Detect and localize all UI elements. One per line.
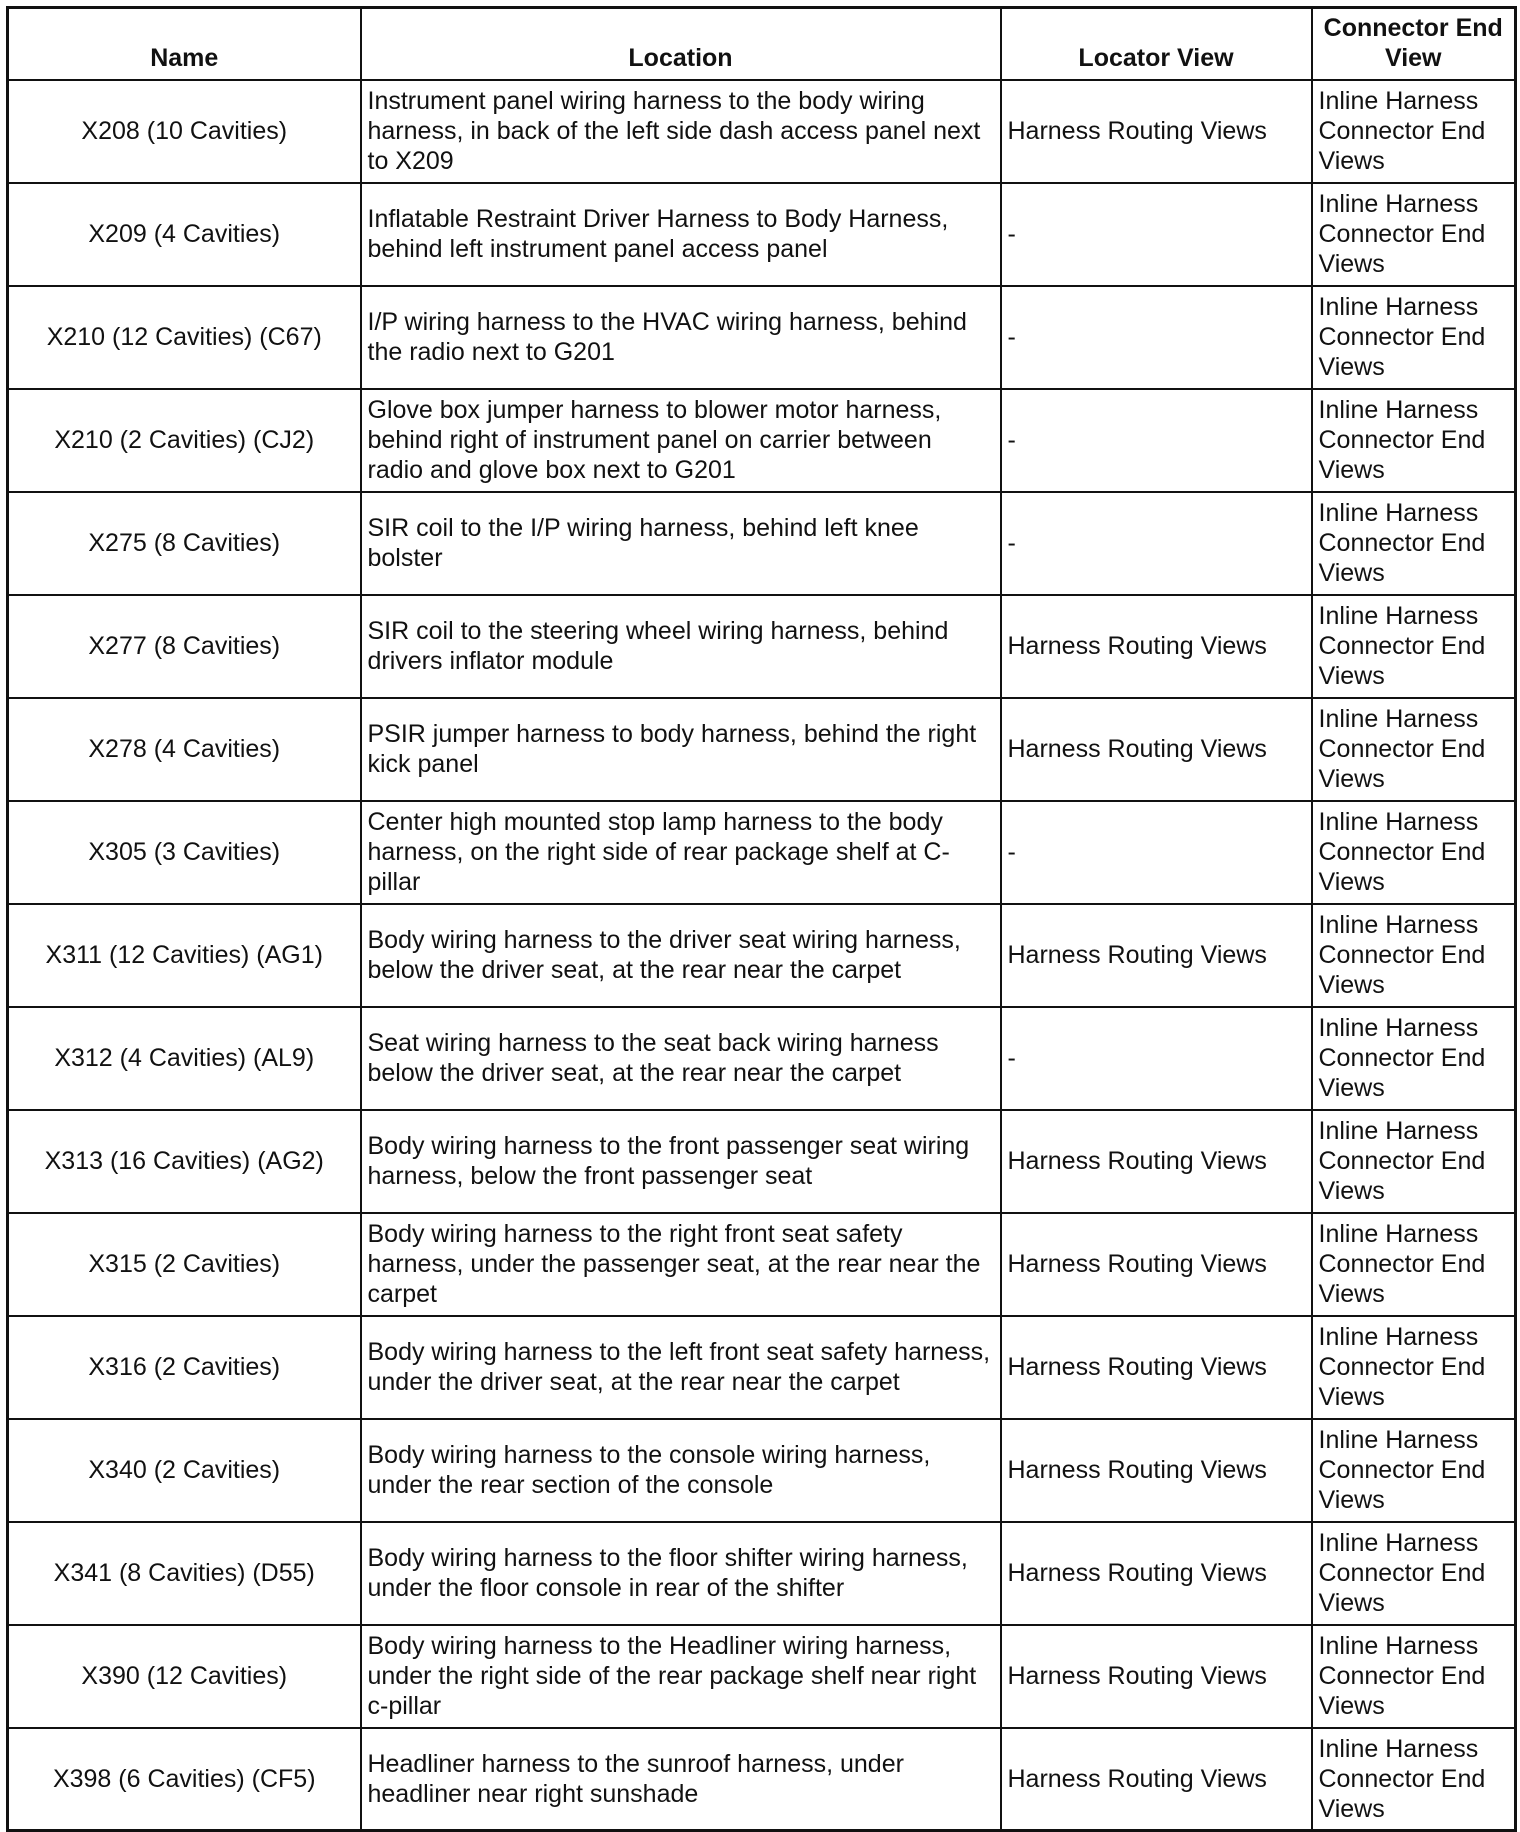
cell-locator-view[interactable]: Harness Routing Views <box>1001 1419 1312 1522</box>
cell-locator-view: - <box>1001 1007 1312 1110</box>
cell-name: X341 (8 Cavities) (D55) <box>8 1522 361 1625</box>
cell-location: Body wiring harness to the left front seat safety harness, under the driver seat, at the rear near the carpet <box>361 1316 1001 1419</box>
cell-name: X210 (12 Cavities) (C67) <box>8 286 361 389</box>
header-connector-end-view: Connector End View <box>1312 8 1516 80</box>
cell-connector-end-view[interactable]: Inline Harness Connector End Views <box>1312 1316 1516 1419</box>
cell-name: X315 (2 Cavities) <box>8 1213 361 1316</box>
table-row <box>8 698 1516 801</box>
cell-locator-view: - <box>1001 492 1312 595</box>
cell-connector-end-view[interactable]: Inline Harness Connector End Views <box>1312 801 1516 904</box>
cell-connector-end-view[interactable]: Inline Harness Connector End Views <box>1312 1419 1516 1522</box>
cell-location: Body wiring harness to the floor shifter wiring harness, under the floor console in rear of the shifter <box>361 1522 1001 1625</box>
cell-name: X312 (4 Cavities) (AL9) <box>8 1007 361 1110</box>
table-row <box>8 492 1516 595</box>
cell-locator-view[interactable]: Harness Routing Views <box>1001 1110 1312 1213</box>
cell-location: SIR coil to the steering wheel wiring harness, behind drivers inflator module <box>361 595 1001 698</box>
table-row <box>8 1316 1516 1419</box>
table-row <box>8 1625 1516 1728</box>
cell-name: X313 (16 Cavities) (AG2) <box>8 1110 361 1213</box>
cell-location: SIR coil to the I/P wiring harness, behind left knee bolster <box>361 492 1001 595</box>
table-row <box>8 80 1516 183</box>
cell-location: I/P wiring harness to the HVAC wiring harness, behind the radio next to G201 <box>361 286 1001 389</box>
cell-name: X316 (2 Cavities) <box>8 1316 361 1419</box>
cell-locator-view[interactable]: Harness Routing Views <box>1001 1625 1312 1728</box>
cell-name: X398 (6 Cavities) (CF5) <box>8 1728 361 1831</box>
cell-name: X277 (8 Cavities) <box>8 595 361 698</box>
cell-location: Center high mounted stop lamp harness to the body harness, on the right side of rear package shelf at C-pillar <box>361 801 1001 904</box>
cell-location: Body wiring harness to the driver seat wiring harness, below the driver seat, at the rear near the carpet <box>361 904 1001 1007</box>
cell-name: X275 (8 Cavities) <box>8 492 361 595</box>
cell-name: X208 (10 Cavities) <box>8 80 361 183</box>
table-row <box>8 1110 1516 1213</box>
cell-location: Inflatable Restraint Driver Harness to Body Harness, behind left instrument panel access panel <box>361 183 1001 286</box>
cell-name: X209 (4 Cavities) <box>8 183 361 286</box>
cell-locator-view: - <box>1001 183 1312 286</box>
cell-location: Body wiring harness to the Headliner wiring harness, under the right side of the rear package shelf near right c-pillar <box>361 1625 1001 1728</box>
cell-locator-view[interactable]: Harness Routing Views <box>1001 1728 1312 1831</box>
cell-locator-view[interactable]: Harness Routing Views <box>1001 698 1312 801</box>
cell-name: X340 (2 Cavities) <box>8 1419 361 1522</box>
cell-name: X305 (3 Cavities) <box>8 801 361 904</box>
cell-location: Instrument panel wiring harness to the body wiring harness, in back of the left side dash access panel next to X209 <box>361 80 1001 183</box>
header-row <box>8 8 1516 80</box>
cell-locator-view[interactable]: Harness Routing Views <box>1001 595 1312 698</box>
table-row <box>8 1728 1516 1831</box>
table-row <box>8 183 1516 286</box>
cell-locator-view[interactable]: Harness Routing Views <box>1001 80 1312 183</box>
cell-connector-end-view[interactable]: Inline Harness Connector End Views <box>1312 492 1516 595</box>
table-row <box>8 1007 1516 1110</box>
cell-locator-view[interactable]: Harness Routing Views <box>1001 1316 1312 1419</box>
cell-name: X390 (12 Cavities) <box>8 1625 361 1728</box>
header-location: Location <box>361 8 1001 80</box>
table-row <box>8 595 1516 698</box>
cell-location: PSIR jumper harness to body harness, behind the right kick panel <box>361 698 1001 801</box>
connector-table <box>6 6 1517 1832</box>
cell-location: Body wiring harness to the front passenger seat wiring harness, below the front passenger seat <box>361 1110 1001 1213</box>
cell-locator-view: - <box>1001 389 1312 492</box>
cell-location: Glove box jumper harness to blower motor harness, behind right of instrument panel on carrier between radio and glove box next to G201 <box>361 389 1001 492</box>
header-name: Name <box>8 8 361 80</box>
cell-name: X311 (12 Cavities) (AG1) <box>8 904 361 1007</box>
cell-name: X278 (4 Cavities) <box>8 698 361 801</box>
table-body <box>8 80 1516 1831</box>
cell-connector-end-view[interactable]: Inline Harness Connector End Views <box>1312 389 1516 492</box>
cell-connector-end-view[interactable]: Inline Harness Connector End Views <box>1312 1007 1516 1110</box>
cell-locator-view[interactable]: Harness Routing Views <box>1001 1213 1312 1316</box>
cell-connector-end-view[interactable]: Inline Harness Connector End Views <box>1312 1213 1516 1316</box>
cell-connector-end-view[interactable]: Inline Harness Connector End Views <box>1312 595 1516 698</box>
table-row <box>8 1213 1516 1316</box>
cell-locator-view[interactable]: Harness Routing Views <box>1001 1522 1312 1625</box>
cell-location: Seat wiring harness to the seat back wiring harness below the driver seat, at the rear near the carpet <box>361 1007 1001 1110</box>
cell-locator-view: - <box>1001 801 1312 904</box>
cell-locator-view[interactable]: Harness Routing Views <box>1001 904 1312 1007</box>
header-locator-view: Locator View <box>1001 8 1312 80</box>
cell-connector-end-view[interactable]: Inline Harness Connector End Views <box>1312 1625 1516 1728</box>
cell-connector-end-view[interactable]: Inline Harness Connector End Views <box>1312 80 1516 183</box>
table-row <box>8 1419 1516 1522</box>
cell-connector-end-view[interactable]: Inline Harness Connector End Views <box>1312 904 1516 1007</box>
cell-location: Body wiring harness to the right front seat safety harness, under the passenger seat, at the rear near the carpet <box>361 1213 1001 1316</box>
table-row <box>8 286 1516 389</box>
cell-location: Body wiring harness to the console wiring harness, under the rear section of the console <box>361 1419 1001 1522</box>
cell-connector-end-view[interactable]: Inline Harness Connector End Views <box>1312 698 1516 801</box>
table-row <box>8 904 1516 1007</box>
table-row <box>8 389 1516 492</box>
table-row <box>8 801 1516 904</box>
cell-location: Headliner harness to the sunroof harness, under headliner near right sunshade <box>361 1728 1001 1831</box>
cell-connector-end-view[interactable]: Inline Harness Connector End Views <box>1312 1110 1516 1213</box>
cell-connector-end-view[interactable]: Inline Harness Connector End Views <box>1312 286 1516 389</box>
cell-locator-view: - <box>1001 286 1312 389</box>
cell-name: X210 (2 Cavities) (CJ2) <box>8 389 361 492</box>
table-row <box>8 1522 1516 1625</box>
cell-connector-end-view[interactable]: Inline Harness Connector End Views <box>1312 183 1516 286</box>
cell-connector-end-view[interactable]: Inline Harness Connector End Views <box>1312 1728 1516 1831</box>
cell-connector-end-view[interactable]: Inline Harness Connector End Views <box>1312 1522 1516 1625</box>
